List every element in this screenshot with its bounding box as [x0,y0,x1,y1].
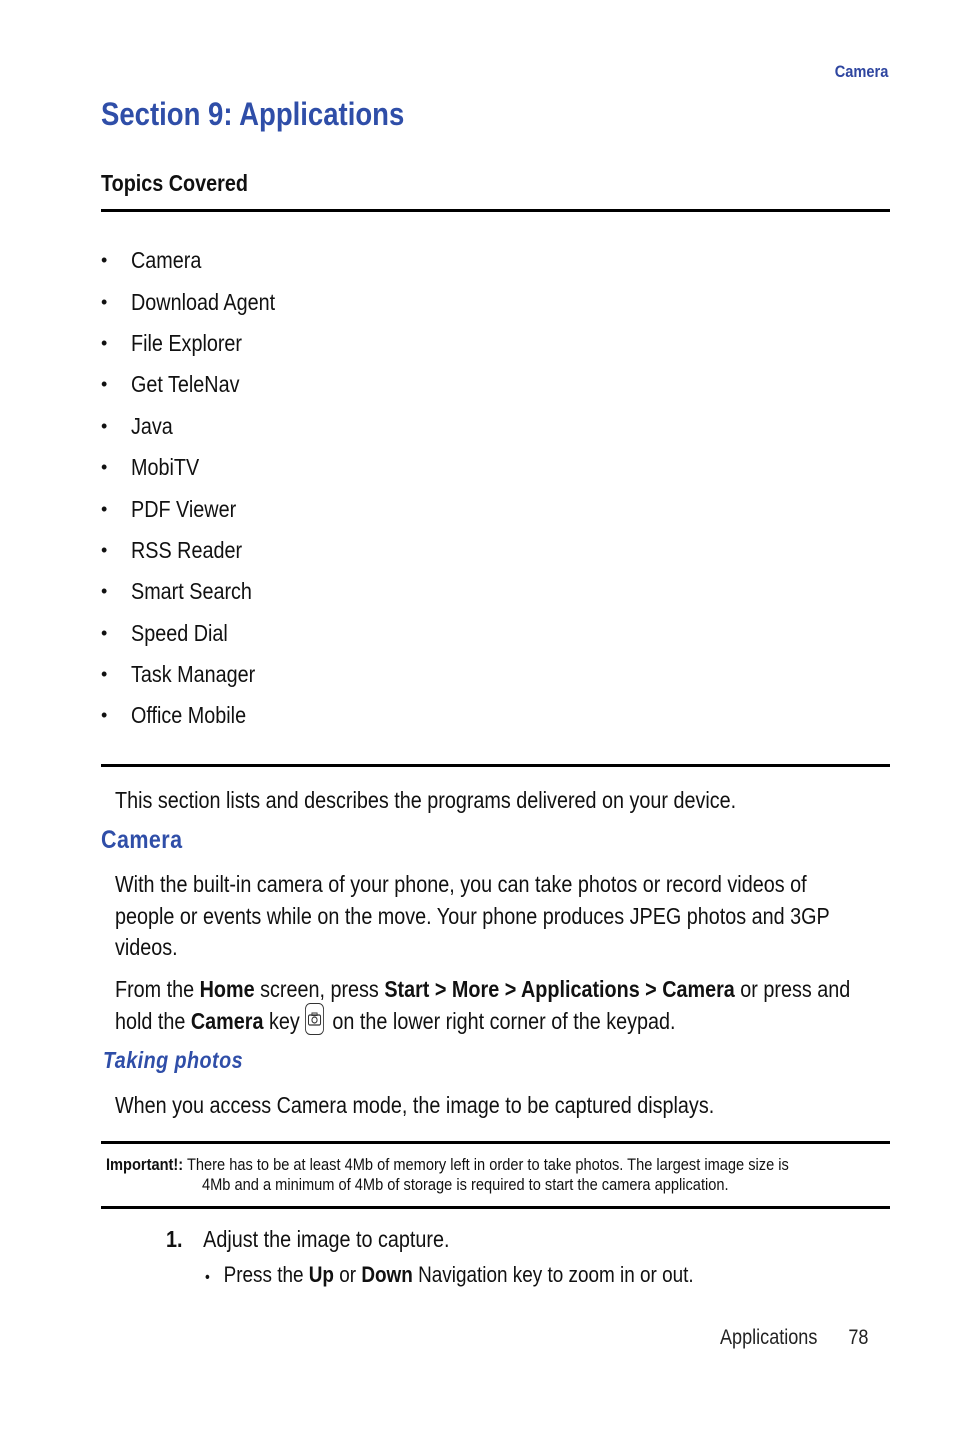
list-item: • Java [101,412,173,439]
list-item: • Task Manager [101,661,256,688]
running-header: Camera [834,62,888,81]
intro-paragraph: This section lists and describes the programs delivered on your device. [115,787,737,813]
list-item: • Office Mobile [101,702,247,729]
important-note: Important!: There has to be at least 4Mb of memory left in order to take photos. The largest image size is 4Mb and a minimum of 4Mb of storage is required to start the camera application. [106,1155,789,1194]
page-footer [720,1326,893,1350]
topics-covered-title: Topics Covered [101,170,248,196]
camera-paragraph-2: From the Home screen, press Start > More > Applications > Camera or press and hold the Camera key on the lower right corner of the keypad. [115,976,851,1034]
step-1: 1. Adjust the image to capture. [166,1226,450,1252]
step-1-sub-bullet: • Press the Up or Down Navigation key to zoom in or out. [205,1262,694,1287]
topics-bottom-rule [101,764,890,767]
camera-heading: Camera [101,826,183,854]
list-item: • File Explorer [101,329,243,356]
note-label: Important!: [106,1155,184,1174]
list-item: • MobiTV [101,454,200,481]
note-top-rule [101,1141,890,1144]
page-number: 78 [848,1326,869,1349]
step-number: 1. [166,1226,183,1252]
note-bottom-rule [101,1206,890,1209]
list-item: • Speed Dial [101,619,228,646]
footer-section: Applications [720,1326,818,1349]
list-item: • PDF Viewer [101,495,237,522]
list-item: • RSS Reader [101,536,243,563]
taking-photos-paragraph: When you access Camera mode, the image to be captured displays. [115,1092,715,1118]
topics-top-rule [101,209,890,212]
topics-list [101,240,299,737]
section-title: Section 9: Applications [101,96,405,132]
list-item: • Get TeleNav [101,371,240,398]
list-item: • Download Agent [101,288,276,315]
list-item: • Camera [101,247,202,274]
camera-key-icon [305,1003,324,1035]
taking-photos-heading: Taking photos [103,1047,244,1073]
list-item: • Smart Search [101,578,252,605]
camera-paragraph-1: With the built-in camera of your phone, you can take photos or record videos of people or events while on the move. Your phone produces JPEG photos and 3GP videos. [115,871,830,960]
